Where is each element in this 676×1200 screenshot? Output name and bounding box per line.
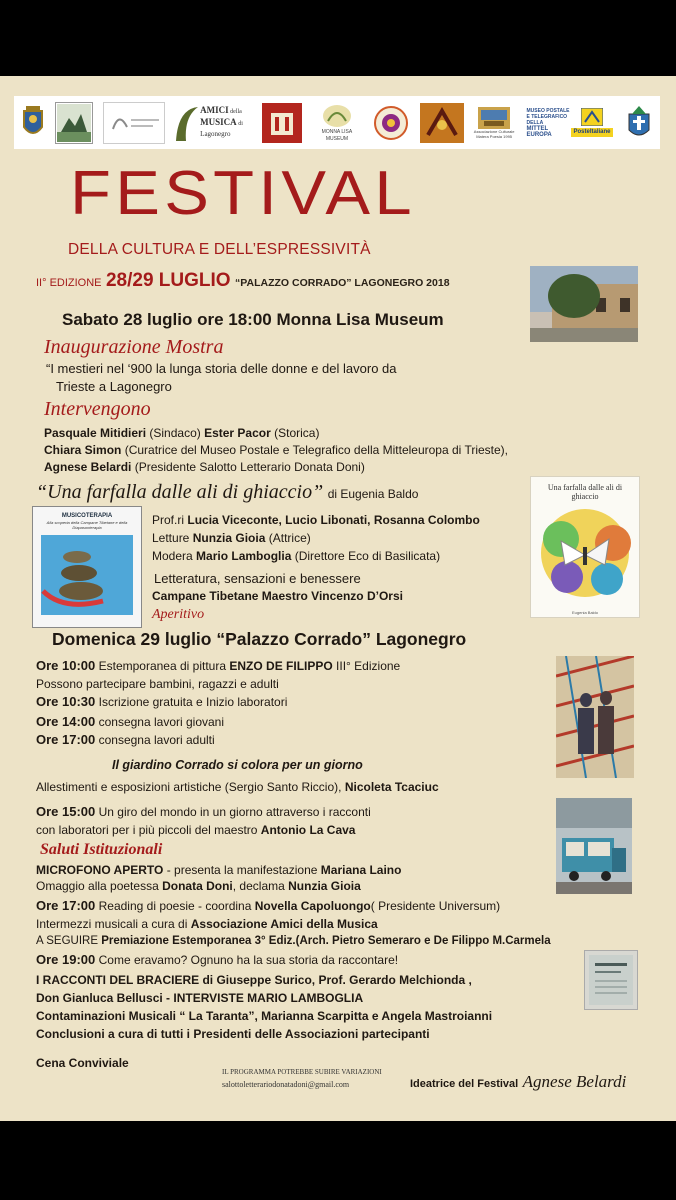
speaker-role: (Presidente Salotto Letterario Donata Doni) <box>134 460 365 474</box>
logo-text-musica: MUSICA <box>200 117 237 127</box>
moderator-name: Mario Lamboglia <box>196 549 292 563</box>
moderator-prefix: Modera <box>152 549 193 563</box>
speaker-line-3 <box>44 459 365 475</box>
speaker-name: Agnese Belardi <box>44 460 132 474</box>
slot-time: Ore 10:00 <box>36 658 96 673</box>
logo-text-poste-italiane: PosteItaliane <box>573 129 611 135</box>
garden-title: Il giardino Corrado si colora per un giorno <box>112 758 363 772</box>
professors-line <box>152 512 480 528</box>
slot-time: Ore 10:30 <box>36 694 96 709</box>
edition-dates: 28/29 LUGLIO <box>105 270 231 291</box>
sunday-slot-1 <box>36 658 400 674</box>
sponsor-logo-7 <box>372 103 410 143</box>
readings-name: Nunzia Gioia <box>192 531 266 545</box>
program-notice: IL PROGRAMMA POTREBBE SUBIRE VARIAZIONI <box>222 1068 382 1076</box>
tribute-name-2: Nunzia Gioia <box>288 879 361 893</box>
tribute-text: Omaggio alla poetessa <box>36 879 159 893</box>
readings-prefix: Letture <box>152 531 190 545</box>
open-mic-name: Mariana Laino <box>320 863 402 877</box>
readings-role: (Attrice) <box>268 531 311 545</box>
closing-line-4: Conclusioni a cura di tutti i Presidenti delle Associazioni partecipanti <box>36 1027 430 1041</box>
music-swoosh-icon <box>174 103 200 143</box>
speaker-line-1 <box>44 425 319 441</box>
logo-text-lagonegro: Lagonegro <box>200 130 231 138</box>
edition-prefix: II° EDIZIONE <box>36 277 102 289</box>
logo-text-amici: AMICI <box>200 105 229 115</box>
painting-photo <box>556 656 634 778</box>
municipal-crest-icon <box>20 103 46 143</box>
museo-postale-logo <box>525 103 615 143</box>
institutional-greetings: Saluti Istituzionali <box>40 841 163 858</box>
aperitivo-label: Aperitivo <box>152 607 205 622</box>
slot-suffix: III° Edizione <box>336 659 401 673</box>
speaker-role: (Sindaco) <box>149 426 201 440</box>
professors-prefix: Prof.ri <box>152 513 185 527</box>
palazzo-corrado-photo <box>530 266 638 342</box>
slot-name: Novella Capoluongo <box>254 899 371 913</box>
speaker-name: Ester Pacor <box>204 426 271 440</box>
slot-text: Reading di poesie - coordina <box>98 899 252 913</box>
sunday-slot-5 <box>36 804 371 820</box>
postal-stamp-icon <box>581 108 603 126</box>
sunday-slot-6 <box>36 898 500 914</box>
slot-text: con laboratori per i più piccoli del maestro <box>36 823 258 837</box>
slot-name: ENZO DE FILIPPO <box>229 659 333 673</box>
edition-location: “PALAZZO CORRADO” LAGONEGRO 2018 <box>235 277 450 289</box>
slot-text: Estemporanea di pittura <box>98 659 227 673</box>
music-book-subtitle: Alla scoperta della Campane Tibetane e della Diapasonterapia <box>46 520 128 530</box>
sponsor-logo-strip <box>14 96 660 149</box>
interludes-line <box>36 916 378 932</box>
wellness-line: Letteratura, sensazioni e benessere <box>154 571 361 586</box>
speakers-title: Intervengono <box>44 398 151 420</box>
slot-time: Ore 14:00 <box>36 714 96 729</box>
festival-title: FESTIVAL <box>70 159 416 228</box>
logo-text-europa: EUROPA <box>526 131 552 138</box>
logo-text-museo: MUSEO POSTALE <box>526 107 570 114</box>
creator-signature: Agnese Belardi <box>522 1072 627 1091</box>
moderator-role: (Direttore Eco di Basilicata) <box>294 549 441 563</box>
creator-label: Ideatrice del Festival <box>410 1078 519 1090</box>
edition-line <box>36 270 450 292</box>
sunday-heading: Domenica 29 luglio “Palazzo Corrado” Lagonegro <box>52 629 467 649</box>
tribute-text-2: , declama <box>232 879 285 893</box>
book-cover-author: Eugenia Baldo <box>571 610 599 615</box>
sunday-slot-3 <box>36 714 224 730</box>
open-mic-text: - presenta la manifestazione <box>166 863 318 877</box>
readings-line <box>152 530 311 546</box>
closing-line-3: Contaminazioni Musicali “ La Taranta”, Marianna Scarpitta e Angela Mastroianni <box>36 1009 493 1023</box>
logo-text-della-2: DELLA <box>526 119 544 126</box>
sunday-slot-1-line-2: Possono partecipare bambini, ragazzi e adulti <box>36 677 279 691</box>
sponsor-logo-2 <box>55 102 93 144</box>
music-book-title: MUSICOTERAPIA <box>61 513 113 519</box>
convivial-dinner: Cena Conviviale <box>36 1056 129 1070</box>
speaker-line-2 <box>44 442 508 458</box>
festival-creator <box>410 1072 626 1092</box>
closing-line-2: Don Gianluca Bellusci - INTERVISTE MARIO LAMBOGLIA <box>36 991 364 1005</box>
monna-lisa-museum-logo <box>311 103 363 143</box>
tibetan-bowls-image <box>33 531 141 627</box>
garden-name: Nicoleta Tcaciuc <box>344 780 439 794</box>
slot-text: consegna lavori giovani <box>98 715 225 729</box>
sponsor-logo-5 <box>262 103 302 143</box>
slot-text: Un giro del mondo in un giorno attraverso i racconti <box>98 805 371 819</box>
festival-subtitle: DELLA CULTURA E DELL’ESPRESSIVITÀ <box>68 241 371 258</box>
sunday-slot-5-line-2 <box>36 822 355 838</box>
festival-poster <box>0 76 676 1121</box>
sponsor-logo-3 <box>103 102 165 144</box>
logo-text-telegrafico: E TELEGRAFICO <box>526 113 568 120</box>
saturday-heading: Sabato 28 luglio ore 18:00 Monna Lisa Museum <box>62 310 444 329</box>
exhibition-line-1: “I mestieri nel ‘900 la lunga storia delle donne e del lavoro da <box>46 361 397 376</box>
closing-line-1: I RACCONTI DEL BRACIERE di Giuseppe Surico, Prof. Gerardo Melchionda , <box>36 973 472 987</box>
moderator-line <box>152 548 440 564</box>
logo-text-di: di <box>238 121 243 127</box>
story-cart-photo <box>556 798 632 894</box>
sponsor-logo-8 <box>420 103 464 143</box>
slot-time: Ore 19:00 <box>36 952 96 967</box>
slot-time: Ore 17:00 <box>36 732 96 747</box>
speaker-name: Pasquale Mitidieri <box>44 426 147 440</box>
book-thumbnail <box>584 950 638 1010</box>
slot-role: ( Presidente Universum) <box>370 899 501 913</box>
award-line <box>36 934 551 949</box>
open-mic-line <box>36 862 401 878</box>
award-text: Premiazione Estemporanea 3° Ediz.(Arch. Pietro Semeraro e De Filippo M.Carmela <box>101 935 551 947</box>
garden-line <box>36 779 439 795</box>
exhibition-line-2: Trieste a Lagonegro <box>56 379 172 394</box>
amici-della-musica-logo <box>174 103 252 143</box>
sunday-slot-7 <box>36 952 398 968</box>
slot-text: Iscrizione gratuita e Inizio laboratori <box>98 695 288 709</box>
logo-text-matera-poesia: Associazione Culturale Matera Poesia 1995 <box>473 128 515 139</box>
book-cover-title: Una farfalla dalle ali di ghiaccio <box>547 483 623 501</box>
musicoterapia-book-cover <box>32 506 142 628</box>
open-mic-label: MICROFONO APERTO <box>36 863 164 877</box>
tribute-name: Donata Doni <box>162 879 233 893</box>
matera-poesia-logo <box>473 103 515 143</box>
slot-time: Ore 17:00 <box>36 898 96 913</box>
book-title: “Una farfalla dalle ali di ghiaccio” <box>36 481 324 503</box>
slot-text: consegna lavori adulti <box>98 733 215 747</box>
contact-email: salottoletterariodonatadoni@gmail.com <box>222 1080 350 1089</box>
speaker-name: Chiara Simon <box>44 443 122 457</box>
professors-names: Lucia Viceconte, Lucio Libonati, Rosanna Colombo <box>187 513 480 527</box>
sunday-slot-2 <box>36 694 287 710</box>
inauguration-title: Inaugurazione Mostra <box>44 336 224 358</box>
book-title-line <box>36 481 418 504</box>
award-prefix: A SEGUIRE <box>36 935 98 947</box>
farfalla-book-cover <box>530 476 640 618</box>
speaker-role: (Curatrice del Museo Postale e Telegrafico della Mitteleuropa di Trieste), <box>124 443 508 457</box>
sunday-slot-4 <box>36 732 215 748</box>
logo-text-monna-lisa: MONNA LISA MUSEUM <box>321 128 353 142</box>
garden-text: Allestimenti e esposizioni artistiche (Sergio Santo Riccio), <box>36 780 342 794</box>
interludes-name: Associazione Amici della Musica <box>190 917 378 931</box>
book-author: di Eugenia Baldo <box>327 487 419 501</box>
tibetan-bowls-line: Campane Tibetane Maestro Vincenzo D’Orsi <box>152 589 403 603</box>
logo-text-della: della <box>230 109 242 115</box>
logo-text-mittel: MITTEL <box>526 125 549 132</box>
interludes-text: Intermezzi musicali a cura di <box>36 917 188 931</box>
butterfly-painting <box>531 503 639 613</box>
slot-text: Come eravamo? Ognuno ha la sua storia da raccontare! <box>98 953 399 967</box>
tribute-line <box>36 878 361 894</box>
speaker-role: (Storica) <box>274 426 320 440</box>
slot-name: Antonio La Cava <box>260 823 356 837</box>
slot-time: Ore 15:00 <box>36 804 96 819</box>
diocese-crest-icon <box>624 103 654 143</box>
